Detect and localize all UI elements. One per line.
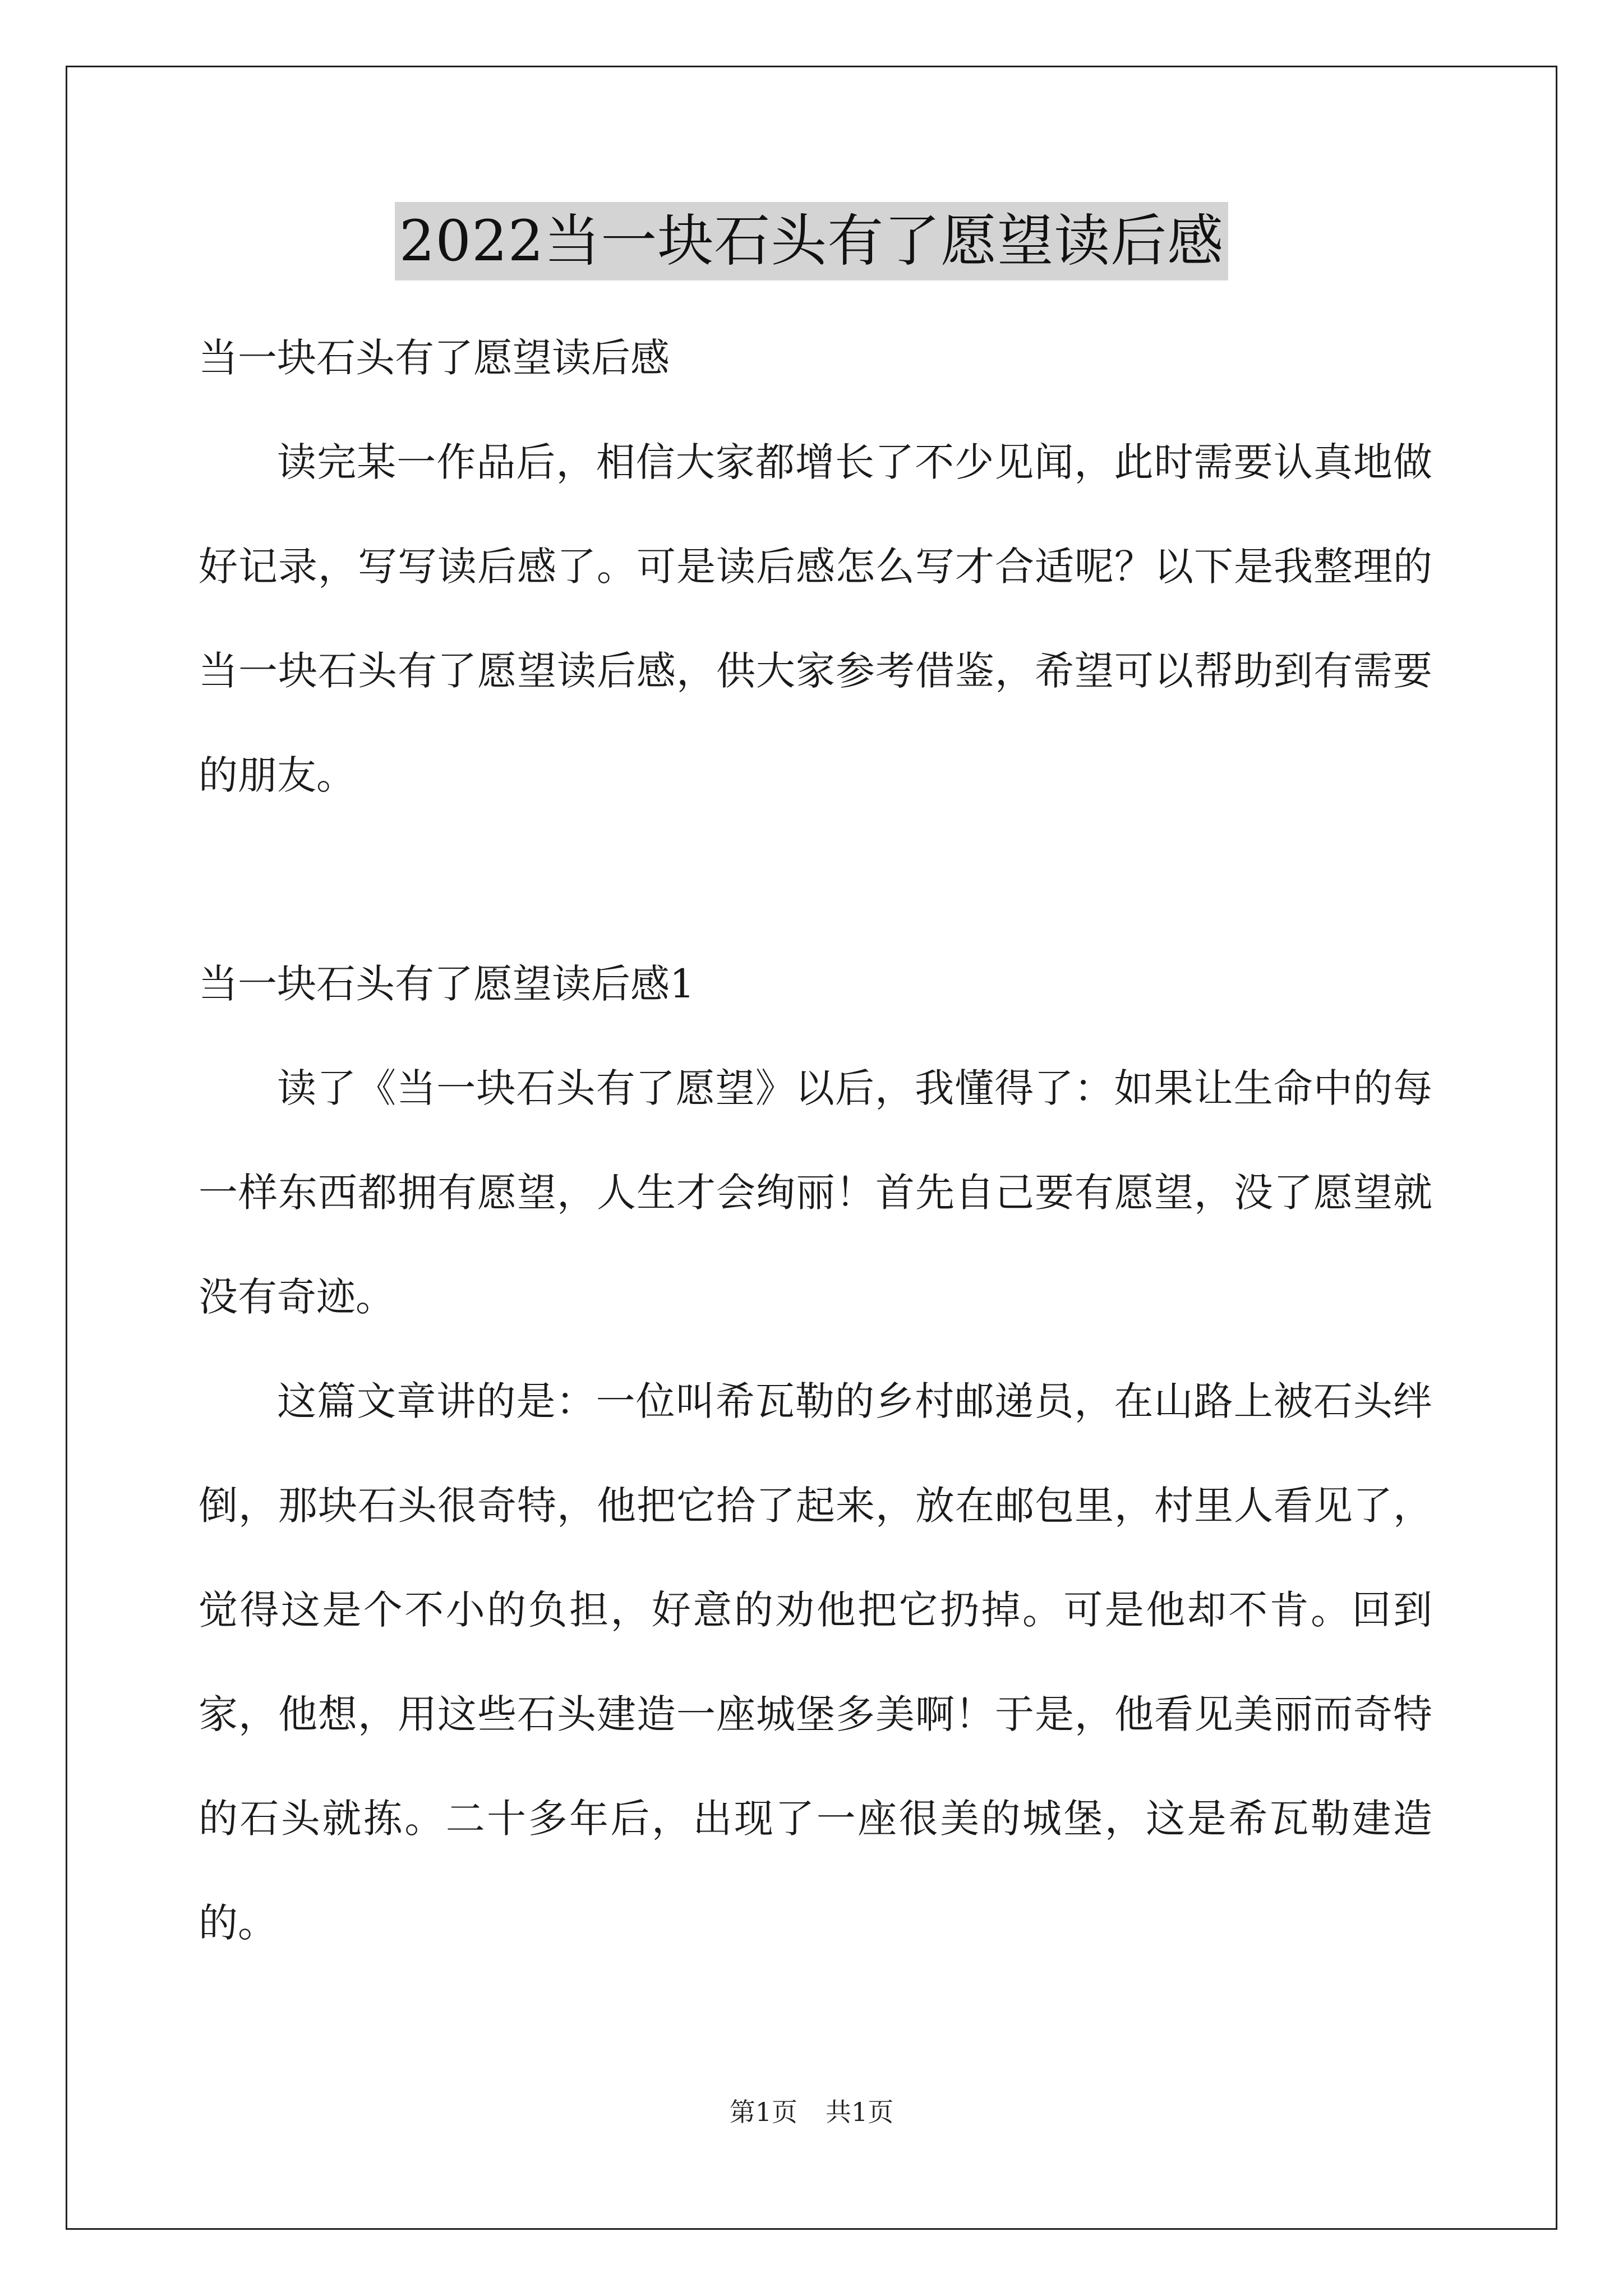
intro-heading: 当一块石头有了愿望读后感 [199,335,670,381]
page-total: 共1页 [826,2097,894,2127]
title-wrapper [0,202,1623,280]
page-footer [0,2092,1623,2132]
body-paragraph: 这篇文章讲的是：一位叫希瓦勒的乡村邮递员，在山路上被石头绊倒，那块石头很奇特，他把它拾了起来，放在邮包里，村里人看见了，觉得这是个不小的负担，好意的劝他把它扔掉。可是他却不肯。回到家，他想，用这些石头建造一座城堡多美啊！于是，他看见美丽而奇特的石头就拣。二十多年后，出现了一座很美的城堡，这是希瓦勒建造的。 [199,1378,1432,1946]
body-paragraph: 读了《当一块石头有了愿望》以后，我懂得了：如果让生命中的每一样东西都拥有愿望，人生才会绚丽！首先自己要有愿望，没了愿望就没有奇迹。 [199,1065,1432,1320]
document-title: 2022当一块石头有了愿望读后感 [395,202,1229,280]
intro-paragraph: 读完某一作品后，相信大家都增长了不少见闻，此时需要认真地做好记录，写写读后感了。可是读后感怎么写才合适呢？以下是我整理的当一块石头有了愿望读后感，供大家参考借鉴，希望可以帮助到有需要的朋友。 [199,439,1432,798]
document-body [199,306,1432,1975]
section-heading: 当一块石头有了愿望读后感1 [199,961,695,1007]
page-number: 第1页 [729,2097,797,2127]
